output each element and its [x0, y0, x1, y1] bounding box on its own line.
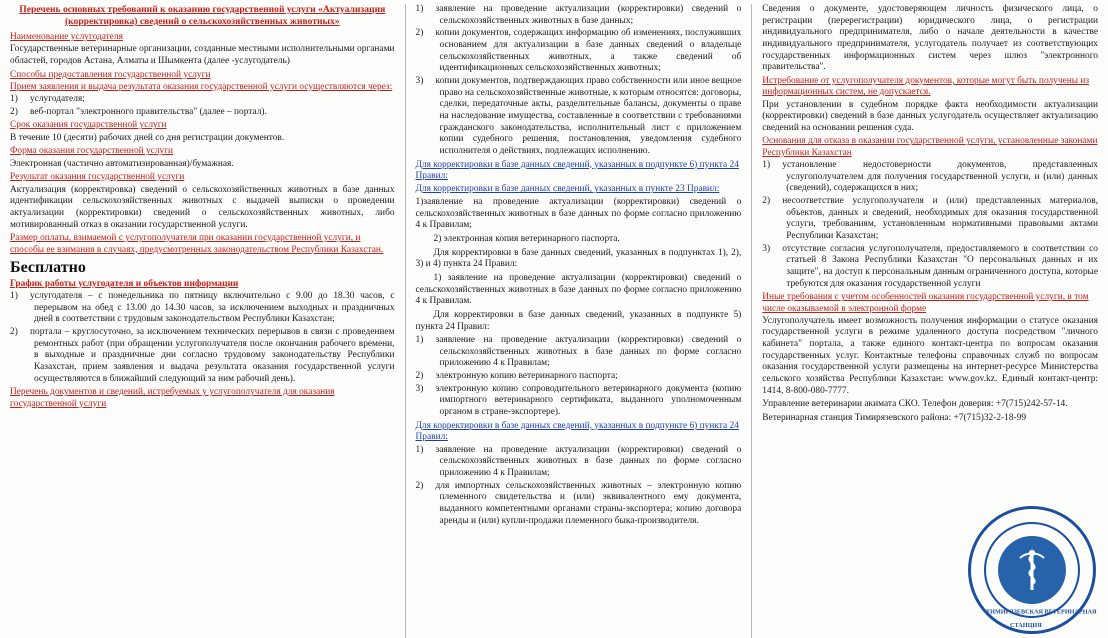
heading-form: Форма оказания государственной услуги — [10, 146, 174, 157]
text-item-23-2: 2) электронная копия ветеринарного паспорта. — [433, 233, 620, 244]
list-subpoint-5-documents — [416, 335, 742, 419]
list-item-label: услугодателя; — [30, 94, 85, 105]
heading-refusal-grounds: Основания для отказа в оказании государственной услуги, установленные законами Республики Казахстан — [762, 136, 1098, 158]
text-item-24-1: 1) заявление на проведение актуализации (корректировки) сведений о сельскохозяйственных животных в базе данных по форме согласно приложению 4 к Правилам. — [415, 272, 742, 307]
list-item: 3) электронную копию сопроводительного ветеринарного документа (копию импортного ветеринарного сертификата, выданного уполномоченным органом в стране-экспортере). — [415, 383, 742, 418]
list-item-label: копии документов, подтверждающих право собственности или иное вещное право на сельскохозяйственные животные, к которым относятся: договоры, сделки, передаточные акты, разделительные балансы, документы о праве на наследование имущества, составленные в соответствии с требованиями гражданского законодательства, исполнительный лист с приложением копии судебного решения, постановления, уведомления судебного исполнителя о действиях, подлежащих исполнению. — [435, 75, 742, 156]
heading-required-documents: Перечень документов и сведений, истребуемых у услугополучателя для оказания государственной услуги — [10, 387, 335, 409]
list-refusal-grounds — [762, 160, 1098, 290]
list-item-label: копии документов, содержащих информацию об изменениях, послуживших основанием для актуализации в базе данных сведений о владельце сельскохозяйственных животных, а также сведений об идентификационных сельскохозяйственных животных; — [435, 28, 742, 74]
list-item-label: заявление на проведение актуализации (корректировки) сведений о сельскохозяйственных животных в базе данных по форме согласно приложению 4 к Правилам; — [435, 335, 742, 369]
heading-terms: Срок оказания государственной услуги — [10, 120, 167, 131]
document-title: Перечень основных требований к оказанию государственной услуги «Актуализация (корректировка) сведений о сельскохозяйственных животных» — [19, 4, 386, 27]
text-identity-data: Сведения о документе, удостоверяющем личность физического лица, о регистрации (перерегистрации) юридического лица, о регистрации индивидуального предпринимателя, либо о начале деятельности в качестве индивидуального предпринимателя, услугодатель получает из соответствующих государственных информационных систем через шлюз "электронного правительства". — [762, 4, 1098, 73]
heading-correction-subpoint-6-repeat: Для корректировки в базе данных сведений, указанных в подпункте 6) пункта 24 Правил: — [415, 420, 739, 443]
list-documents — [416, 4, 742, 158]
heading-reception: Прием заявления и выдача результата оказания государственной услуги осуществляются через: — [10, 81, 393, 92]
text-terms: В течение 10 (десяти) рабочих дней со дня регистрации документов. — [10, 132, 285, 143]
list-reception-channels — [10, 94, 395, 118]
list-item: 1) услугодателя; — [10, 94, 85, 105]
heading-payment: Размер оплаты, взимаемой с услугополучателя при оказании государственной услуги, и способы ее взимания в случаях, предусмотренных законодательством Республики Казахстан. — [10, 233, 384, 255]
heading-no-redundant-documents: Истребование от услугополучателя документов, которые могут быть получены из информационных систем, не допускается. — [762, 75, 1090, 98]
heading-schedule: График работы услугодателя и объектов информации — [10, 278, 239, 289]
stamp-caption — [968, 506, 1096, 634]
text-status-info: Услугополучатель имеет возможность получения информации о статусе оказания государственной услуги в режиме удаленного доступа посредством "личного кабинета" портала, а также единого контакт-центра по вопросам оказания государственных услуг. Контактные телефоны справочных служб по вопросам оказания государственной услуги размещены на интернет-ресурсе Министерства сельского хозяйства Республики Казахстан: www.gov.kz. Единый контакт-центр: 1414, 8-800-080-7777. — [762, 315, 1098, 396]
list-item-label: установление недостоверности документов, представленных услугополучателем для получения государственной услуги, и (или) данных (сведений), содержащихся в них; — [782, 160, 1098, 194]
list-item-label: портала – круглосуточно, за исключением технических перерывов в связи с проведением ремонтных работ (при обращении услугополучателя после окончания рабочего времени, в выходные и праздничные дни согласно трудовому законодательству Республики Казахстан, прием заявления и выдача результата оказания государственной услуги осуществляются в ближайший следующий за ним рабочий день). — [30, 327, 395, 384]
list-item-label: веб-портал "электронного правительства" (далее – портал). — [30, 106, 267, 117]
heading-other-requirements: Иные требования с учетом особенностей оказания государственной услуги, в том числе оказываемой в электронной форме — [762, 292, 1089, 314]
heading-correction-point-23: Для корректировки в базе данных сведений, указанных в пункте 23 Правил: — [415, 184, 720, 195]
list-item: 2) несоответствие услугополучателя и (или) представленных материалов, объектов, данных и сведений, необходимых для оказания государственной услуги, требованиям, установленным нормативными правовыми актами Республики Казахстан; — [762, 196, 1098, 241]
heading-correction-subpoint-6: Для корректировки в базе данных сведений, указанных в подпункте 6) пункта 24 Правил: — [415, 159, 739, 181]
column-3 — [751, 4, 1102, 638]
list-item: 2) веб-портал "электронного правительства" (далее – портал). — [10, 106, 267, 117]
text-court-decision: При установлении в судебном порядке факта необходимости актуализации (корректировки) сведений в базе данных услугодатель осуществляет актуализацию сведений на основании решения суда. — [762, 99, 1098, 133]
text-correction-subpoint-5: Для корректировки в базе данных сведений, указанных в подпункте 5) пункта 24 Правил: — [415, 309, 742, 332]
list-item: 1) заявление на проведение актуализации (корректировки) сведений о сельскохозяйственных животных в базе данных по форме согласно приложению 4 к Правилам; — [415, 335, 742, 369]
heading-provider-name: Наименование услугодателя — [10, 31, 123, 42]
list-item-label: заявление на проведение актуализации (корректировки) сведений о сельскохозяйственных животных в базе данных по форме согласно приложению 4 к Правилам; — [435, 444, 742, 478]
list-item-label: заявление на проведение актуализации (корректировки) сведений о сельскохозяйственных животных в базе данных; — [435, 4, 742, 26]
list-item-label: несоответствие услугополучателя и (или) представленных материалов, объектов, данных и сведений, необходимых для оказания государственной услуги, требованиям, установленным нормативными правовыми актами Республики Казахстан; — [782, 196, 1098, 241]
text-veterinary-department-contact: Управление ветеринарии акимата СКО. Телефон доверия: +7(715)242-57-14. — [762, 399, 1068, 410]
text-result: Актуализация (корректировка) сведений о сельскохозяйственных животных в базе данных идентификации сельскохозяйственных животных с выдачей выписки о проведении актуализации (корректировки) сведений о сельскохозяйственных животных, либо мотивированный отказ в оказании государственной услуги. — [10, 184, 395, 230]
list-item: 1) заявление на проведение актуализации (корректировки) сведений о сельскохозяйственных животных в базе данных; — [415, 4, 742, 26]
list-item: 3) отсутствие согласия услугополучателя, предоставляемого в соответствии со статьей 8 Закона Республики Казахстан "О персональных данных и их защите", на доступ к персональным данным ограниченного доступа, которые требуются для оказания государственной услуги — [762, 243, 1098, 289]
list-item-label: электронную копию сопроводительного ветеринарного документа (копию импортного ветеринарного сертификата, выданного уполномоченным органом в стране-экспортере). — [435, 383, 742, 418]
stamp-bottom-text: СТАНЦИЯ — [1010, 622, 1042, 629]
text-item-23-1: 1)заявление на проведение актуализации (корректировки) сведений о сельскохозяйственных животных в базе данных по форме согласно приложению 4 к Правилам; — [415, 196, 742, 231]
list-item: 2) для импортных сельскохозяйственных животных – электронную копию племенного свидетельства и (или) эквивалентного ему документа, выданного компетентными органами страны-экспортера; копию договора аренды и (или) купли-продажи племенного быка-производителя. — [415, 480, 742, 526]
list-subpoint-6-documents — [416, 445, 742, 528]
list-item-label: отсутствие согласия услугополучателя, предоставляемого в соответствии со статьей 8 Закона Республики Казахстан "О персональных данных и их защите", на доступ к персональным данным ограниченного доступа, которые требуются для оказания государственной услуги — [782, 243, 1098, 289]
text-free: Бесплатно — [10, 258, 86, 276]
official-stamp — [968, 506, 1096, 634]
list-item-label: для импортных сельскохозяйственных животных – электронную копию племенного свидетельства и (или) эквивалентного ему документа, выданного компетентными органами страны-экспортера; копию договора аренды и (или) купли-продажи племенного быка-производителя. — [435, 480, 742, 526]
column-1 — [6, 4, 405, 638]
list-item-label: электронную копию ветеринарного паспорта; — [435, 371, 618, 382]
column-2 — [405, 4, 752, 638]
text-provider: Государственные ветеринарные организации, созданные местными исполнительными органами областей, городов Астана, Алматы и Шымкента (далее -услугодатель) — [10, 44, 395, 66]
list-item: 2) копии документов, содержащих информацию об изменениях, послуживших основанием для актуализации в базе данных сведений о владельце сельскохозяйственных животных, а также сведений об идентификационных сельскохозяйственных животных; — [415, 28, 742, 74]
list-item: 2) портала – круглосуточно, за исключением технических перерывов в связи с проведением ремонтных работ (при обращении услугополучателя после окончания рабочего времени, в выходные и праздничные дни согласно трудовому законодательству Республики Казахстан, прием заявления и выдача результата оказания государственной услуги осуществляются в ближайший следующий за ним рабочий день). — [10, 327, 395, 384]
text-correction-points-1234: Для корректировки в базе данных сведений, указанных в подпунктах 1), 2), 3) и 4) пункта 24 Правил: — [415, 247, 742, 270]
list-schedule — [10, 291, 395, 385]
heading-ways-of-provision: Способы предоставления государственной услуги — [10, 69, 211, 80]
text-form: Электронная (частично автоматизированная)/бумажная. — [10, 158, 234, 169]
list-item: 1) услугодателя – с понедельника по пятницу включительно с 9.00 до 18.30 часов, с перерывом на обед с 13.00 до 14.30 часов, за исключением выходных и праздничных дней в соответствии с трудовым законодательством Республики Казахстан; — [10, 291, 395, 325]
heading-result: Результат оказания государственной услуги — [10, 172, 185, 183]
text-veterinary-station-contact: Ветеринарная станция Тимирязевского района: +7(715)32-2-18-99 — [762, 413, 1027, 424]
list-item: 2) электронную копию ветеринарного паспорта; — [415, 371, 618, 382]
list-item: 1) заявление на проведение актуализации (корректировки) сведений о сельскохозяйственных животных в базе данных по форме согласно приложению 4 к Правилам; — [415, 444, 742, 478]
list-item-label: услугодателя – с понедельника по пятницу включительно с 9.00 до 18.30 часов, с перерывом на обед с 13.00 до 14.30 часов, за исключением выходных и праздничных дней в соответствии с трудовым законодательством Республики Казахстан; — [30, 291, 395, 325]
list-item: 3) копии документов, подтверждающих право собственности или иное вещное право на сельскохозяйственные животные, к которым относятся: договоры, сделки, передаточные акты, разделительные балансы, документы о праве на наследование имущества, составленные в соответствии с требованиями гражданского законодательства, исполнительный лист с приложением копии судебного решения, постановления, уведомления судебного исполнителя о действиях, подлежащих исполнению. — [415, 75, 742, 156]
stamp-top-text: ТИМИРЯЗЕВСКАЯ ВЕТЕРИНАРНАЯ — [986, 608, 1097, 616]
list-item: 1) установление недостоверности документов, представленных услугополучателем для получения государственной услуги, и (или) данных (сведений), содержащихся в них; — [762, 160, 1098, 194]
